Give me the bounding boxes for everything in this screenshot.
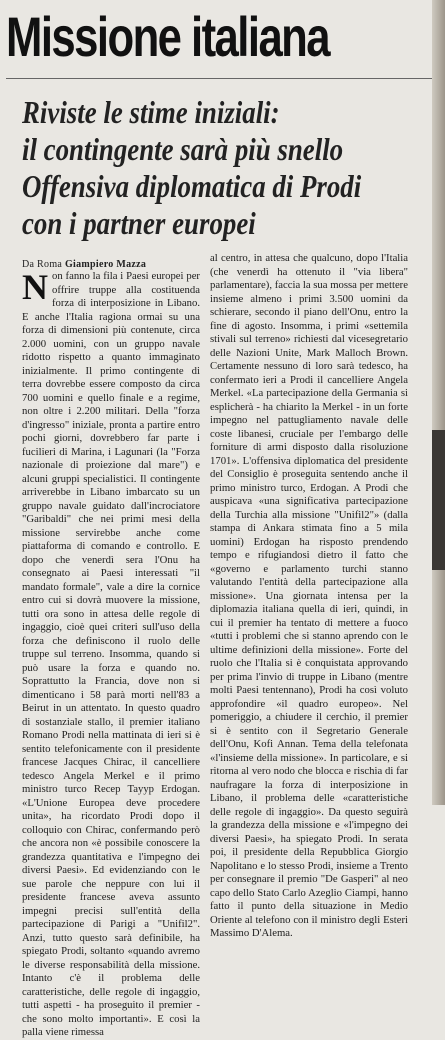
drop-cap: N	[22, 267, 48, 307]
page-edge	[432, 0, 445, 805]
headline-rule	[6, 78, 445, 79]
adjacent-page-photo	[432, 430, 445, 570]
subhead-line: il contingente sarà più snello	[22, 131, 344, 167]
byline-dateline: Da Roma	[22, 259, 63, 270]
article-paragraph	[22, 267, 200, 1040]
article-column-2	[210, 252, 408, 941]
byline-author: Giampiero Mazza	[64, 259, 147, 270]
column-2-text: al centro, in attesa che qualcuno, dopo l'Italia (che venerdì ha ottenuto il "via libera" parlamentare), faccia la sua mossa per mettere insieme almeno i primi 3.500 uomini da schierare, secondo il piano dell'Onu, entro la fine di agosto. Insomma, i primi «settemila stivali sul terreno» richiesti dal vicesegretario delle Nazioni Unite, Mark Malloch Brown. Certamente nessuno di loro sarà tedesco, ha confermato ieri a Prodi il cancelliere Angela Merkel. «La partecipazione della Germania si esplicherà - ha chiarito la Merkel - in un forte impegno nel pattugliamento navale delle coste libanesi, cruciale per l'embargo delle forniture di armi disposto dalla risoluzione 1701». L'offensiva diplomatica del presidente del Consiglio è proseguita sentendo anche il primo ministro turco, Erdogan. A Prodi che auspicava «una significativa partecipazione della Turchia alla missione "Unifil2"» (dalla stampa di Ankara stimata fino a 5 mila uomini) Erdogan ha risposto prendendo tempo e rifugiandosi dietro il fatto che «governo e parlamento turchi stanno valutando l'entità della partecipazione alla missione». Una giornata intensa per la diplomazia italiana quella di ieri, quindi, in cui il premier ha tentato di mettere a fuoco «tutti i problemi che si stanno aprendo con le ultime definizioni della missione». Forte del ruolo che l'Italia si è conquistata approvando per prima l'invio di truppe in Libano (mentre molti Paesi tentennano), Prodi ha così voluto approfondire «il quadro europeo». Nel pomeriggio, a chiudere il cerchio, il premier si è sentito con il Segretario Generale dell'Onu, Kofi Annan. Tema della telefonata «l'insieme della missione». In particolare, e si ritorna al vero nodo che blocca e rischia di far naufragare la forza di interposizione in Libano, il problema delle «caratteristiche delle regole di ingaggio». Da questo seguirà la grandezza della missione e «l'impegno dei diversi Paesi», ha spiegato Prodi. In serata poi, il presidente della Repubblica Giorgio Napolitano e lo stesso Prodi, insieme a Trento per consegnare il premio "De Gasperi" al neo capo dello Stato Carlo Azeglio Ciampi, hanno fatto il punto della situazione in Medio Oriente al telefono con il ministro degli Esteri Massimo D'Alema.	[210, 252, 408, 939]
subhead-line: Riviste le stime iniziali:	[22, 94, 280, 130]
subheadline	[22, 94, 408, 242]
column-1-text: on fanno la fila i Paesi europei per offrire truppe alla costituenda forza di interposizione in Libano. E anche l'Italia ragiona ormai su una forza di dimensioni più contenute, circa 2.000 uomini, con un gruppo navale ridotto rispetto a quanto immaginato inizialmente. Il primo contingente di terra dovrebbe essere composto da circa 700 uomini e quello finale e a regime, non oltre i 2.200 militari. Della "forza d'ingresso" iniziale, pronta a partire entro pochi giorni, dovrebbero far parte i fucilieri di Marina, i Lagunari (la "Forza nazionale di proiezione dal mare") e alcuni gruppi specialistici. Il contingente arriverebbe in Libano imbarcato su un gruppo navale guidato dall'incrociatore "Garibaldi" che nei primi mesi della missione servirebbe anche come piattaforma di comando e controllo. E dopo che venerdì sera l'Onu ha consegnato ai Paesi interessati "il mandato formale", vale a dire la cornice entro cui si dovrà muovere la missione, tutti ora sono in attesa delle regole di ingaggio, cioè quei criteri sull'uso della forza che definiscono il ruolo delle truppe sul terreno. Insomma, quando si può usare la forza e quando no. Soprattutto la Francia, dove non si dimenticano i 58 parà morti nell'83 a Beirut in un attentato. In questo quadro di sostanziale stallo, il premier italiano Romano Prodi nella mattinata di ieri si è sentito telefonicamente con il presidente francese Jacques Chirac, il cancelliere tedesco Angela Merkel e il primo ministro turco Recep Tayyp Erdogan. «L'Unione Europea deve procedere unita», ha ricordato Prodi dopo il colloquio con Chirac, confermando però che ancora non «è possibile conoscere la grandezza quantitativa e l'impegno dei diversi Paesi». Ed evidenziando con le sue parole che neppure con lui il presidente francese aveva assunto impegni precisi sull'entità della partecipazione di Parigi a "Unifil2". Anzi, tutto questo sarà definibile, ha spiegato Prodi, soltanto «quando avremo le diverse responsabilità della missione. Intanto c'è il problema delle caratteristiche, delle regole di ingaggio, tutti aspetti - ha proseguito il premier - che sono molto importanti». E così la palla viene rimessa	[22, 270, 200, 1038]
subhead-line: Offensiva diplomatica di Prodi	[22, 168, 362, 204]
article-column-1	[22, 267, 200, 1040]
headline: Missione italiana	[6, 5, 330, 68]
subhead-line: con i partner europei	[22, 205, 256, 241]
